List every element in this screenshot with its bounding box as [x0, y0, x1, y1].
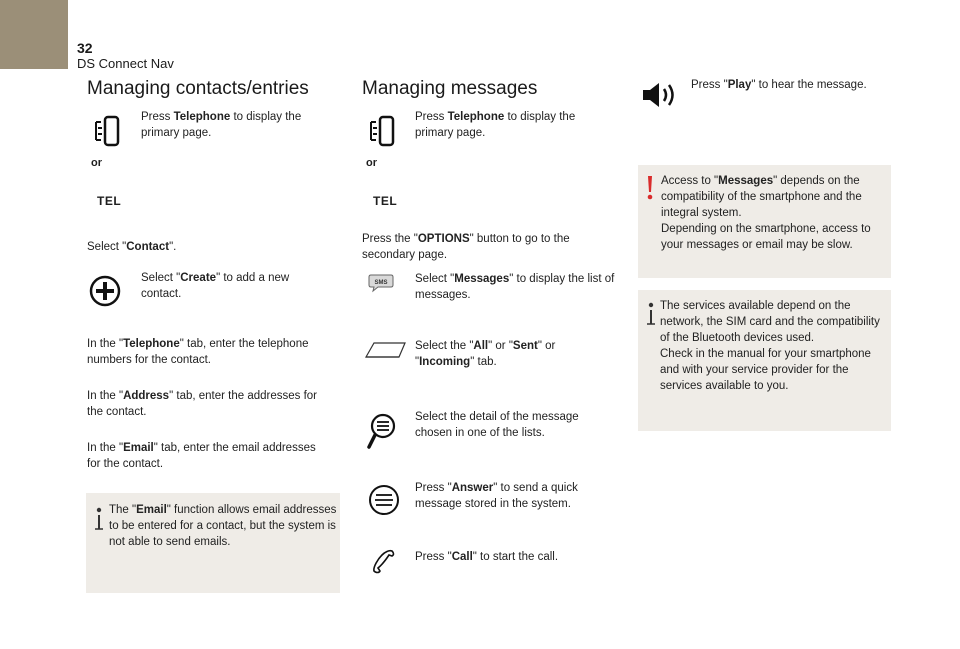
messages-heading: Managing messages [362, 78, 538, 99]
tabs-select-text: Select the "All" or "Sent" or "Incoming" tab. [415, 340, 556, 368]
messages-select-text: Select "Messages" to display the list of messages. [415, 273, 615, 301]
or-label: or [91, 157, 102, 169]
sms-icon[interactable] [368, 273, 394, 293]
tab-icon[interactable] [365, 340, 407, 358]
email-info-box [86, 493, 340, 593]
contacts-heading: Managing contacts/entries [87, 78, 309, 99]
play-step-text: Press "Play" to hear the message. [691, 79, 867, 91]
warning-box [638, 165, 891, 278]
detail-select-text: Select the detail of the message chosen in one of the lists. [415, 411, 579, 439]
email-info-text: The "Email" function allows email addresses to be entered for a contact, but the system is not able to send emails. [109, 504, 337, 548]
telephone-icon[interactable] [93, 114, 123, 148]
phone-handset-icon[interactable] [370, 549, 396, 575]
services-info-box [638, 290, 891, 431]
services-info-text: The services available depend on the network, the SIM card and the compatibility of the Bluetooth devices used. Check in the manual for your smartphone and with your service provider for the services available to you. [660, 300, 880, 392]
create-step-text: Select "Create" to add a new contact. [141, 272, 290, 300]
speaker-icon[interactable] [641, 80, 681, 110]
options-step-text: Press the "OPTIONS" button to go to the secondary page. [362, 233, 570, 261]
info-icon [645, 302, 657, 326]
contacts-step-telephone: Press Telephone to display the primary page. [141, 111, 302, 139]
warning-text: Access to "Messages" depends on the compatibility of the smartphone and the integral system. Depending on the smartphone, access to your messages or email may be slow. [661, 175, 871, 251]
or-label: or [366, 157, 377, 169]
warning-icon [646, 175, 654, 201]
tel-button-label[interactable]: TEL [97, 194, 122, 208]
telephone-icon[interactable] [368, 114, 398, 148]
page-number: 32 [77, 40, 93, 56]
sms-icon-label: SMS [374, 280, 388, 286]
call-step-text: Press "Call" to start the call. [415, 551, 559, 563]
messages-step-telephone: Press Telephone to display the primary page. [415, 111, 576, 139]
address-tab-text: In the "Address" tab, enter the addresses for the contact. [87, 390, 318, 418]
corner-tab [0, 0, 68, 69]
select-contact-text: Select "Contact". [87, 241, 177, 253]
add-icon[interactable] [89, 275, 121, 307]
answer-icon[interactable] [368, 484, 400, 516]
tel-button-label[interactable]: TEL [373, 194, 398, 208]
message-detail-icon[interactable] [366, 412, 396, 452]
email-tab-text: In the "Email" tab, enter the email addresses for the contact. [87, 442, 316, 470]
document-title: DS Connect Nav [77, 56, 174, 71]
answer-step-text: Press "Answer" to send a quick message stored in the system. [415, 482, 578, 510]
info-icon [93, 507, 105, 531]
telephone-tab-text: In the "Telephone" tab, enter the telephone numbers for the contact. [87, 338, 309, 366]
